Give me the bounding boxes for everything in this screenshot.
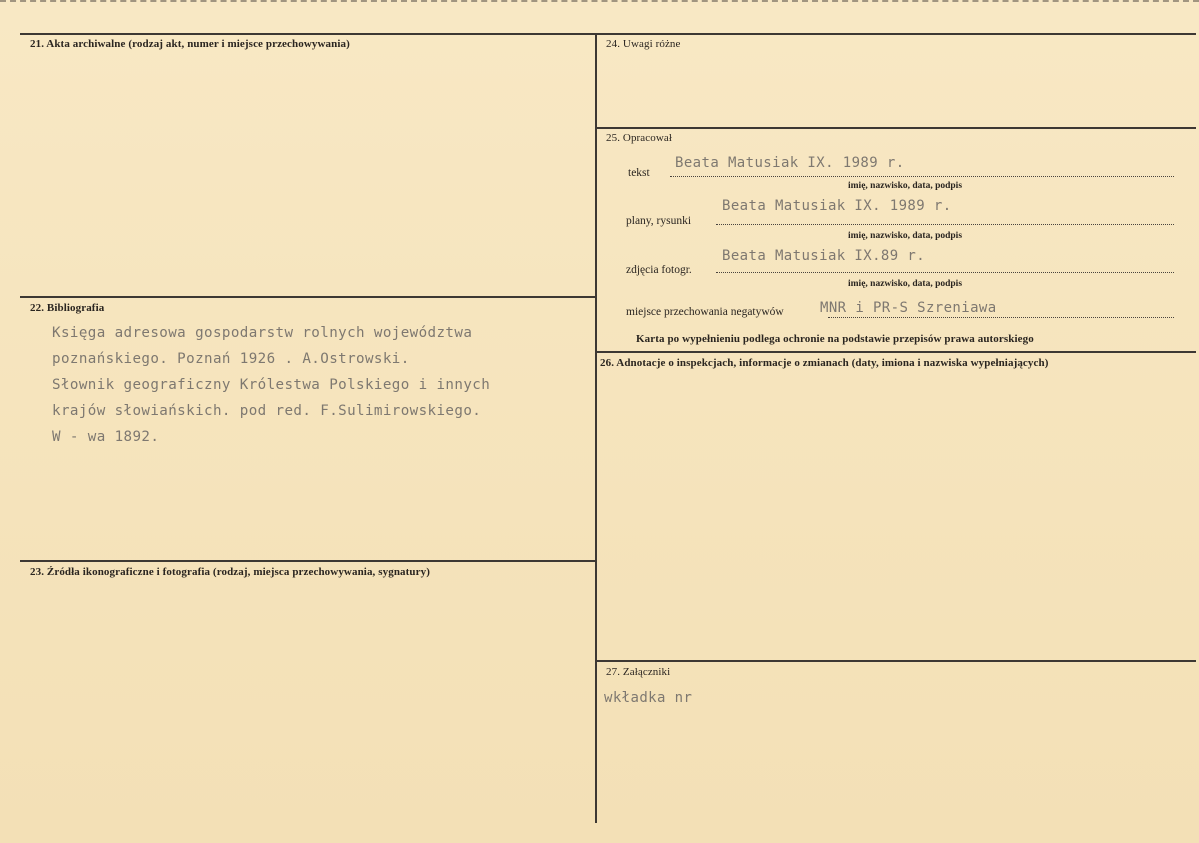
negatywy-value: MNR i PR-S Szreniawa [820, 300, 997, 316]
plany-value: Beata Matusiak IX. 1989 r. [722, 198, 952, 214]
zdjecia-label: zdjęcia fotogr. [626, 264, 692, 276]
zalaczniki-value: wkładka nr [604, 690, 693, 706]
section-23-heading: 23. Źródła ikonograficzne i fotografia (rodzaj, miejsca przechowywania, sygnatury) [30, 566, 430, 578]
zdjecia-caption: imię, nazwisko, data, podpis [848, 279, 963, 289]
bibliography-text [52, 320, 490, 450]
plany-caption: imię, nazwisko, data, podpis [848, 231, 963, 241]
section-27-heading: 27. Załączniki [606, 666, 671, 678]
top-border-line [20, 33, 1196, 35]
negatywy-label: miejsce przechowania negatywów [626, 306, 784, 318]
tekst-label: tekst [628, 167, 650, 179]
section-24-heading: 24. Uwagi różne [606, 38, 681, 50]
tekst-value: Beata Matusiak IX. 1989 r. [675, 155, 905, 171]
tekst-caption: imię, nazwisko, data, podpis [848, 181, 963, 191]
section-26-heading: 26. Adnotacje o inspekcjach, informacje o zmianach (daty, imiona i nazwiska wypełniających) [600, 357, 1049, 369]
plany-label: plany, rysunki [626, 215, 692, 227]
left-divider-23 [20, 560, 596, 562]
right-divider-25 [596, 127, 1196, 129]
center-divider-line [595, 33, 597, 823]
section-22-heading: 22. Bibliografia [30, 302, 105, 314]
left-divider-22 [20, 296, 596, 298]
right-divider-26 [596, 351, 1196, 353]
negatywy-dotted-line [828, 317, 1174, 318]
perforated-top-edge [0, 0, 1199, 6]
bibliography-line-3: Słownik geograficzny Królestwa Polskiego i innych [52, 377, 491, 393]
zdjecia-dotted-line [716, 272, 1174, 273]
section-21-heading: 21. Akta archiwalne (rodzaj akt, numer i miejsce przechowywania) [30, 38, 350, 50]
tekst-dotted-line [670, 176, 1174, 177]
zdjecia-value: Beata Matusiak IX.89 r. [722, 248, 926, 264]
plany-dotted-line [716, 224, 1174, 225]
bibliography-line-5: W - wa 1892. [52, 429, 160, 445]
right-divider-27 [596, 660, 1196, 662]
section-25-heading: 25. Opracował [606, 132, 673, 144]
bibliography-line-1: Księga adresowa gospodarstw rolnych województwa [52, 325, 473, 341]
copyright-notice: Karta po wypełnieniu podlega ochronie na podstawie przepisów prawa autorskiego [636, 333, 1034, 345]
bibliography-line-4: krajów słowiańskich. pod red. F.Sulimirowskiego. [52, 403, 482, 419]
bibliography-line-2: poznańskiego. Poznań 1926 . A.Ostrowski. [52, 351, 410, 367]
